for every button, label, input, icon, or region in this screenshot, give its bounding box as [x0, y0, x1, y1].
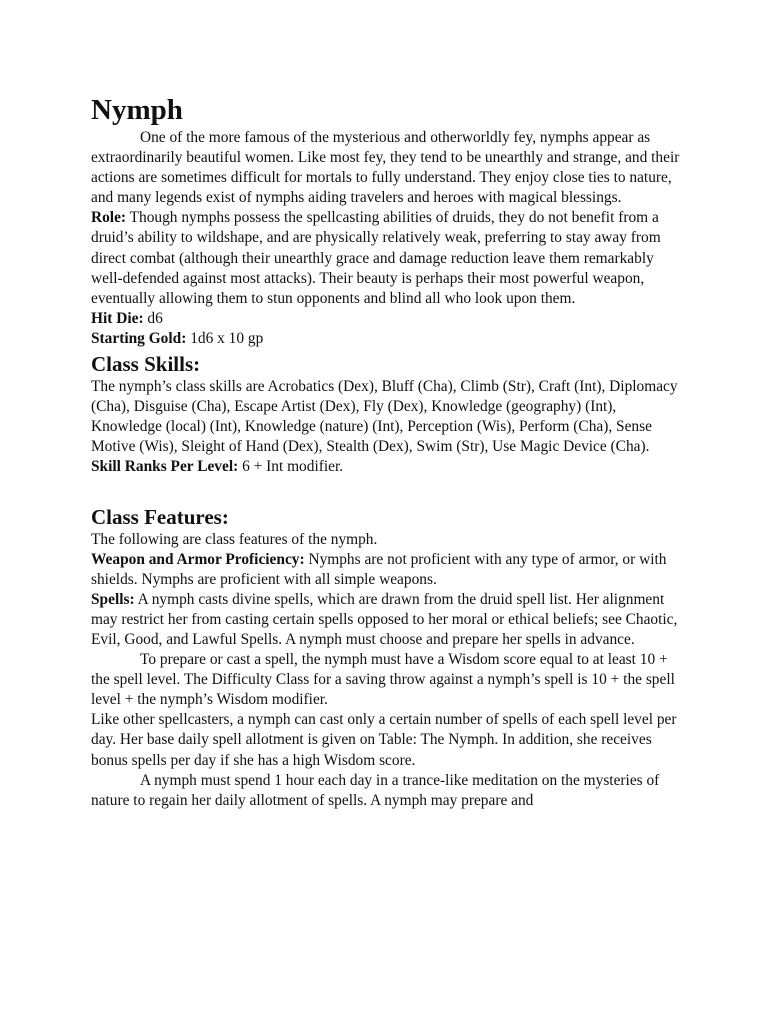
- skill-ranks-line: [91, 457, 685, 477]
- weapon-proficiency-label: Weapon and Armor Proficiency:: [91, 550, 305, 568]
- hit-die-line: [91, 309, 685, 329]
- starting-gold-label: Starting Gold:: [91, 329, 187, 347]
- spacer: [91, 478, 685, 504]
- prepare-spells-paragraph: To prepare or cast a spell, the nymph must have a Wisdom score equal to at least 10 + the spell level. The Difficulty Class for a saving throw against a nymph’s spell is 10 + the spell level + the nymph’s Wisdom modifier.: [91, 651, 675, 709]
- spells-label: Spells:: [91, 590, 135, 608]
- class-skills-paragraph: The nymph’s class skills are Acrobatics (Dex), Bluff (Cha), Climb (Str), Craft (Int), Diplomacy (Cha), Disguise (Cha), Escape Artist (Dex), Fly (Dex), Knowledge (geography) (Int), Knowledge (local) (Int), Knowledge (nature) (Int), Perception (Wis), Perform (Cha), Sense Motive (Wis), Sleight of Hand (Dex), Stealth (Dex), Swim (Str), Use Magic Device (Cha).: [91, 378, 678, 456]
- role-paragraph: [91, 208, 685, 308]
- meditation-paragraph: A nymph must spend 1 hour each day in a trance-like meditation on the mysteries of nature to regain her daily allotment of spells. A nymph may prepare and: [91, 771, 660, 809]
- intro-paragraph: One of the more famous of the mysterious and otherworldly fey, nymphs appear as extraordinarily beautiful women. Like most fey, they tend to be unearthly and strange, and their actions are sometimes difficult for mortals to fully understand. They enjoy close ties to nature, and many legends exist of nymphs aiding travelers and heroes with magical blessings.: [91, 129, 680, 207]
- page-title: Nymph: [91, 94, 183, 126]
- hit-die-value: d6: [143, 309, 163, 327]
- class-features-intro: The following are class features of the nymph.: [91, 530, 378, 548]
- starting-gold-value: 1d6 x 10 gp: [186, 329, 264, 347]
- role-text: Though nymphs possess the spellcasting abilities of druids, they do not benefit from a druid’s ability to wildshape, and are physically relatively weak, preferring to stay away from direct combat (although their unearthly grace and damage reduction leave them remarkably well-defended against most attacks). Their beauty is perhaps their most powerful weapon, eventually allowing them to stun opponents and blind all who look upon them.: [91, 209, 661, 307]
- starting-gold-line: [91, 329, 685, 349]
- document-page: [91, 92, 685, 811]
- skill-ranks-value: 6 + Int modifier.: [238, 458, 344, 476]
- hit-die-label: Hit Die:: [91, 309, 144, 327]
- spells-paragraph: [91, 590, 685, 650]
- spells-per-day-paragraph: Like other spellcasters, a nymph can cast only a certain number of spells of each spell level per day. Her base daily spell allotment is given on Table: The Nymph. In addition, she receives bonus spells per day if she has a high Wisdom score.: [91, 711, 677, 769]
- weapon-proficiency-text: Nymphs are not proficient with any type of armor, or with shields. Nymphs are proficient with all simple weapons.: [91, 550, 667, 588]
- weapon-proficiency-paragraph: [91, 550, 685, 590]
- role-label: Role:: [91, 209, 127, 227]
- spells-text: A nymph casts divine spells, which are drawn from the druid spell list. Her alignment may restrict her from casting certain spells opposed to her moral or ethical beliefs; see Chaotic, Evil, Good, and Lawful Spells. A nymph must choose and prepare her spells in advance.: [91, 590, 678, 648]
- class-features-heading: Class Features:: [91, 504, 229, 529]
- class-skills-heading: Class Skills:: [91, 352, 201, 377]
- skill-ranks-label: Skill Ranks Per Level:: [91, 458, 239, 476]
